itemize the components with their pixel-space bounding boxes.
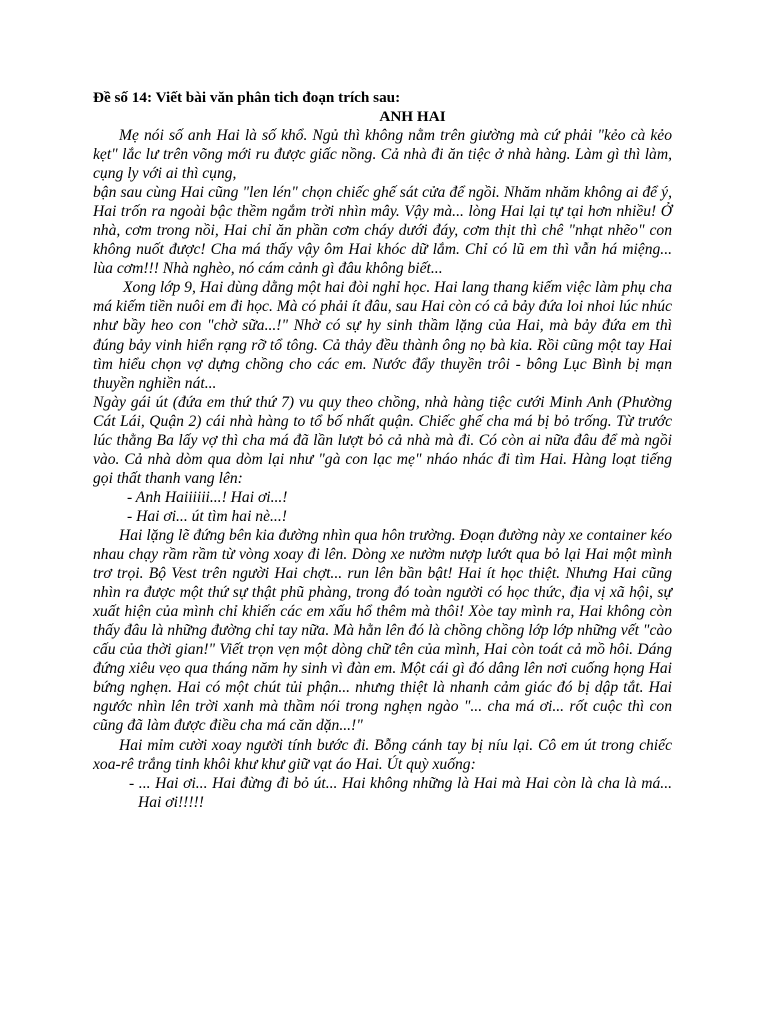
- paragraph: Hai lặng lẽ đứng bên kia đường nhìn qua hôn trường. Đoạn đường này xe container kéo nhau chạy rầm rầm từ vòng xoay đi lên. Dòng xe nườm nượp lướt qua bỏ lại Hai một mình trơ trọi. Bộ Vest trên người Hai chợt... run lên bần bật! Hai ít học thiệt. Nhưng Hai cũng nhìn ra được một thứ sự thật phũ phàng, trong đó toàn người có học thức, địa vị xã hội, sự xuất hiện của mình chỉ khiến các em xấu hổ thêm mà thôi! Xòe tay mình ra, Hai không còn thấy đâu là những đường chỉ tay nữa. Mà hằn lên đó là chồng chồng lớp lớp những vết "cào cấu của thời gian!" Viết trọn vẹn một dòng chữ tên của mình, Hai còn toát cả mồ hôi. Dáng đứng xiêu vẹo qua tháng năm hy sinh vì đàn em. Một cái gì đó dâng lên nơi cuống họng Hai bứng nghẹn. Hai có một chút tủi phận... nhưng thiệt là nhanh cảm giác đó bị dập tắt. Hai ngước nhìn lên trời xanh mà thầm nói trong nghẹn ngào "... cha má ơi... rốt cuộc thì con cũng đã làm được điều cha má căn dặn...!": [93, 526, 672, 735]
- paragraph: Xong lớp 9, Hai dùng dằng một hai đòi nghỉ học. Hai lang thang kiếm việc làm phụ cha má kiếm tiền nuôi em đi học. Mà có phải ít đâu, sau Hai còn có cả bảy đứa loi nhoi lúc nhúc như bầy heo con "chờ sữa...!" Nhờ có sự hy sinh thầm lặng của Hai, mà bảy đứa em thì đúng bảy vinh hiển rạng rỡ tổ tông. Cả thảy đều thành ông nọ bà kia. Rồi cũng một tay Hai tìm hiểu chọn vợ dựng chồng cho các em. Nước đẩy thuyền trôi - bông Lục Bình bị mạn thuyền nghiền nát...: [93, 279, 672, 392]
- exercise-heading: Đề số 14: Viết bài văn phân tich đoạn trích sau:: [93, 89, 401, 106]
- paragraph: Mẹ nói số anh Hai là số khổ. Ngủ thì không nằm trên giường mà cứ phải "kẻo cà kẻo kẹt" lắc lư trên võng mới ru được giấc nồng. Cả nhà đi ăn tiệc ở nhà hàng. Làm gì thì làm, cụng ly với ai thì cụng,: [93, 127, 672, 183]
- paragraph: bận sau cùng Hai cũng "len lén" chọn chiếc ghế sát cửa để ngồi. Nhăm nhăm không ai để ý, Hai trốn ra ngoài bậc thềm ngắm trời nhìn mây. Vậy mà... lòng Hai lại tự tại hơn nhiều! Ở nhà, cơm trong nồi, Hai chỉ ăn phần cơm cháy dưới đáy, cơm thịt thì chê "nhạt nhẽo" con không nuốt được! Cha má thấy vậy ôm Hai khóc dữ lắm. Chỉ có lũ em thì vẫn há miệng... lùa cơm!!! Nhà nghèo, nó cám cảnh gì đâu không biết...: [93, 184, 672, 278]
- paragraph: Hai mỉm cười xoay người tính bước đi. Bỗng cánh tay bị níu lại. Cô em út trong chiếc xoa-rê trắng tinh khôi khư khư giữ vạt áo Hai. Út quỳ xuống:: [93, 736, 672, 773]
- dialogue-line: - ... Hai ơi... Hai đừng đi bỏ út... Hai không những là Hai mà Hai còn là cha là má... Hai ơi!!!!!: [129, 774, 672, 811]
- dialogue-line: - Hai ơi... út tìm hai nè...!: [127, 507, 287, 525]
- story-body: [93, 126, 672, 812]
- story-title: ANH HAI: [379, 108, 446, 125]
- paragraph: Ngày gái út (đứa em thứ thứ 7) vu quy theo chồng, nhà hàng tiệc cưới Minh Anh (Phường Cát Lái, Quận 2) cái nhà hàng to tổ bố nhất quận. Chiếc ghế cha má bị bỏ trống. Từ trước lúc thằng Ba lấy vợ thì cha má đã lần lượt bỏ cả nhà mà đi. Có còn ai nữa đâu để mà ngồi vào. Cả nhà dòm qua dòm lại như "gà con lạc mẹ" nháo nhác đi tìm Hai. Hàng loạt tiếng gọi thất thanh vang lên:: [93, 393, 672, 487]
- dialogue-line: - Anh Haiiiiii...! Hai ơi...!: [127, 488, 288, 506]
